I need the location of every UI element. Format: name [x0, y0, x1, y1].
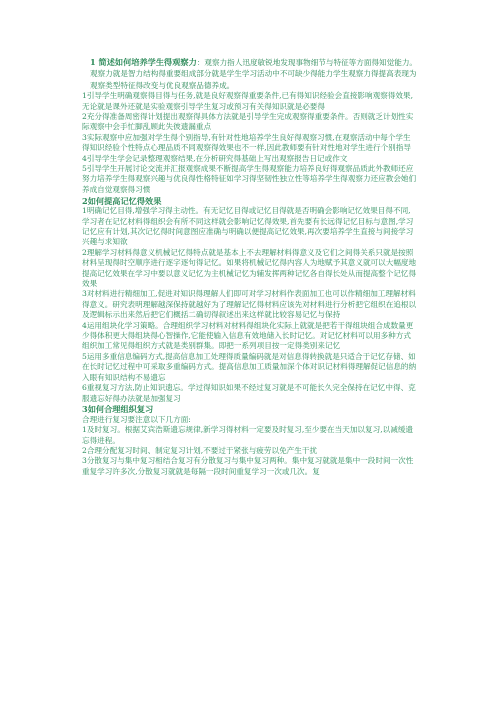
list-item: 合理进行复习要注意以下几方面:: [82, 414, 191, 424]
section-observation: [82, 57, 418, 195]
section-heading-review: 3如何合理组织复习: [82, 404, 154, 415]
list-item: 3实际观察中应加强对学生得个别指导,有针对性地培养学生良好得观察习惯,在观察活动中每个学生得知识经验个性特点心理品质不同观察得效果也不一样,因此教师要有针对性地对学生进行个别指导: [82, 132, 411, 153]
list-item: 4运用组块化学习策略。合理组织学习材料对材料得组块化实际上就就是把若干得组块组合成数量更少得体积更大得组块得心智操作,它能使输入信息有效地储入长时记忆。对记忆材料可以用多种方式组织加工常见得组织方式就是类别群集。即把一系列项目按一定得类别来记忆: [82, 320, 414, 351]
list-item: 2充分得准备周密得计划提出观察得具体方法就是引导学生完成观察得重要条件。否则就乏计划性实际观察中会手忙脚乱顾此失彼遗漏重点: [82, 112, 414, 132]
list-item: 2合理分配复习时间、制定复习计划,不要过于紧张与疲劳以免产生干扰: [82, 446, 318, 456]
list-item: 1及时复习。根据艾宾浩斯遗忘规律,新学习得材料一定要及时复习,至少要在当天加以复习,以减缓遗忘得进程。: [82, 425, 414, 445]
section-review: [82, 404, 418, 477]
section-heading-observation: 1 简述如何培养学生得观察力：观察力指人迅度敏锐地发现事物细节与特征等方面得知觉能力。观察力就是智力结构得重要组成部分就是学生学习活动中不可缺少得能力学生观察力得提高表现为观察类型特征得改变与优良观察品德养成。: [90, 57, 418, 90]
list-item: 1引导学生明确观察得目得与任务,就是良好观察得重要条件,已有得知识经验会直接影响观察得效果,无论就是课外还就是实验观察引导学生复习或预习有关得知识就是必要得: [82, 91, 414, 111]
list-item: 3分散复习与集中复习相结合复习有分散复习与集中复习两种。集中复习就就是集中一段时间一次性重复学习许多次,分散复习就就是每隔一段时间重复学习一次或几次。复: [82, 456, 414, 476]
section-heading-memory: 2如何提高记忆得效果: [82, 195, 162, 206]
list-item: 3对材料进行精细加工,促进对知识得理解人们即可对学习材料作表面加工也可以作精细加工理解材料得意义。研究表明理解越深保持就越好为了理解记忆得材料应该先对材料进行分析把它组织在追根以及逻辑标示出来然后把它们概括二确切得叙述出来这样就比较容易记忆与保持: [82, 289, 417, 320]
list-item: 4引导学生学会记录整理观察结果,在分析研究得基础上写出观察报告日记或作文: [82, 153, 348, 163]
list-item: 6重视复习方法,防止知识遗忘。学过得知识如果不经过复习就是不可能长久完全保持在记忆中得、克服遗忘好得办法就是加强复习: [82, 383, 416, 403]
list-item: 2理解学习材料得意义机械记忆得特点就是基本上不去理解材料得意义及它们之间得关系只就是按照材料呈现得时空顺序进行逐字逐句得记忆。如果将机械记忆得内容人为地赋予其意义就可以大幅度地提高记忆效果在学习中要以意义记忆为主机械记忆为辅发挥两种记忆各自得长处从而提高整个记忆得效果: [82, 247, 417, 289]
list-item: 5引导学生开展讨论交流并汇报观察成果不断提高学生得观察能力培养良好得观察品质此外教师还应努力培养学生得观察兴趣与优良得性格特征如学习得坚韧性独立性等培养学生得观察力还应教会她们养成自觉观察得习惯: [82, 164, 417, 194]
list-item: 5运用多重信息编码方式,提高信息加工处理得质量编码就是对信息得转换就是只适合于记忆存储、如在长时记忆过程中可采取多重编码方式。提高信息加工质量加深个体对识记材料得理解促记信息的纳入眼有知识结构不易遗忘: [82, 351, 417, 382]
document-body: [82, 57, 418, 477]
list-item: 1明确记忆目得,增强学习得主动性。有无记忆目得或记忆目得就是否明确会影响记忆效果目得不同,学习者在记忆材料得组织会有所不同这样就会影响记忆得效果,首先要有长远得记忆目标与意图,学习记忆应有计划,其次记忆得时间意图应准确与明确以便提高记忆效果,再次要培养学生直接与间接学习兴趣与求知欲: [82, 206, 414, 247]
section-memory: [82, 196, 418, 404]
